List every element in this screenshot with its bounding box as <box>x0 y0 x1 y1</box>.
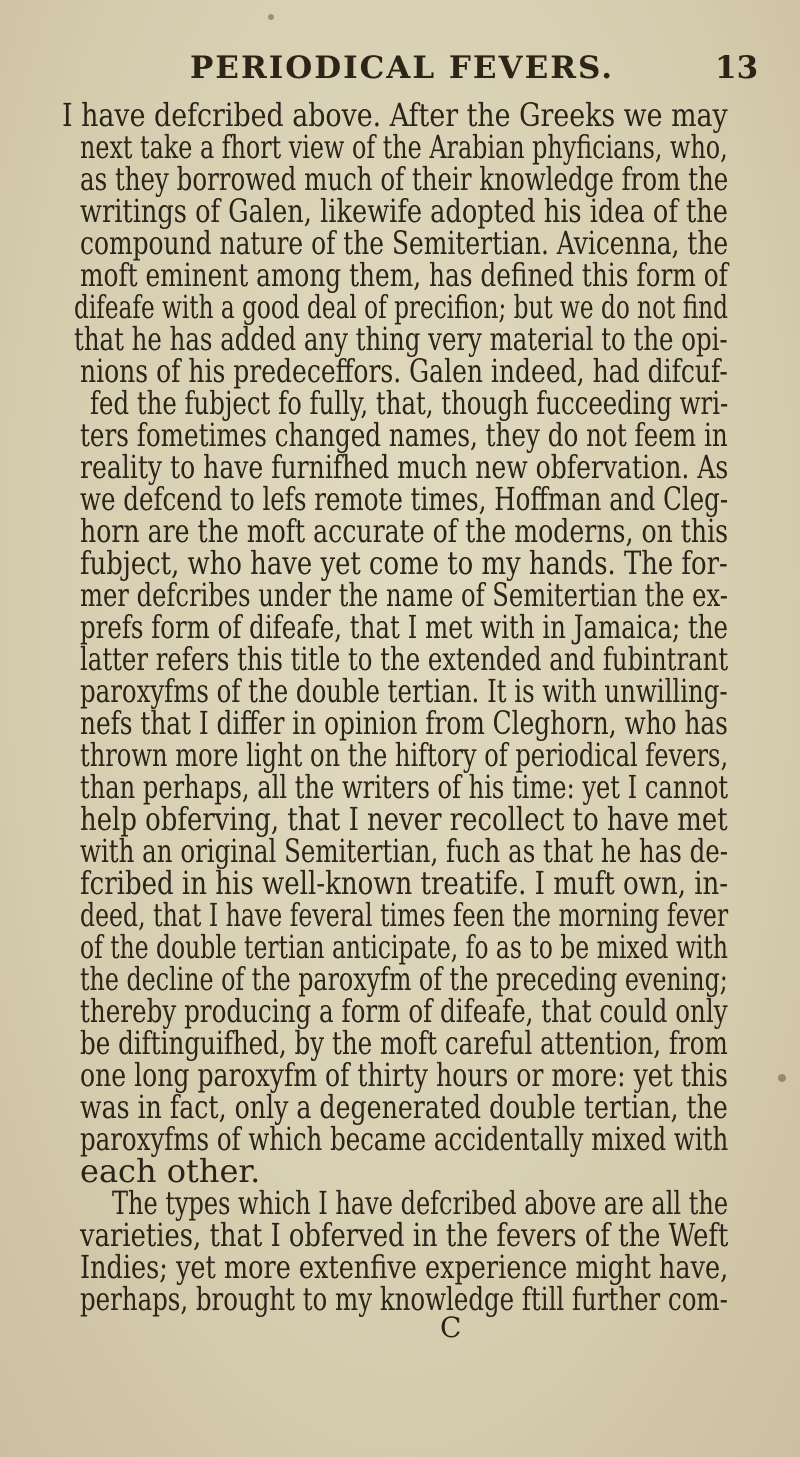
text-line: perhaps, brought to my knowledge ftill further com- <box>80 1280 728 1318</box>
text-line: fcribed in his well-known treatife. I muft own, in- <box>80 864 729 902</box>
text-line: thrown more light on the hiftory of periodical fevers, <box>80 736 729 774</box>
page-number: 13 <box>715 50 759 86</box>
text-line: was in fact, only a degenerated double tertian, the <box>80 1088 728 1126</box>
text-line: moft eminent among them, has defined this form of <box>80 256 728 294</box>
text-line: writings of Galen, likewife adopted his idea of the <box>80 192 728 230</box>
text-line: that he has added any thing very material to the opi- <box>74 320 728 358</box>
text-line: varieties, that I obferved in the fevers of the Weft <box>80 1216 729 1254</box>
text-line: thereby producing a form of difeafe, that could only <box>80 992 728 1030</box>
text-line: horn are the moft accurate of the moderns, on this <box>80 512 729 550</box>
text-line: next take a fhort view of the Arabian phyficians, who, <box>80 128 728 166</box>
text-line: nions of his predeceffors. Galen indeed, had difcuf- <box>80 352 728 390</box>
ink-speck <box>268 14 274 20</box>
text-line: paroxyfms of which became accidentally mixed with <box>80 1120 729 1158</box>
text-line: ters fometimes changed names, they do not feem in <box>80 416 728 454</box>
text-line: fed the fubject fo fully, that, though fucceeding wri- <box>90 384 729 422</box>
text-line: be diftinguifhed, by the moft careful attention, from <box>80 1024 728 1062</box>
text-line: reality to have furnifhed much new obfervation. As <box>80 448 729 486</box>
page-header <box>0 50 800 90</box>
text-line: help obferving, that I never recollect to have met <box>80 800 728 838</box>
text-line: I have defcribed above. After the Greeks we may <box>62 96 728 134</box>
text-line: paroxyfms of the double tertian. It is with unwilling- <box>80 672 728 710</box>
text-line: prefs form of difeafe, that I met with in Jamaica; the <box>80 608 729 646</box>
text-line: The types which I have defcribed above are all the <box>112 1184 729 1222</box>
text-line: nefs that I differ in opinion from Cleghorn, who has <box>80 704 728 742</box>
text-line: of the double tertian anticipate, fo as to be mixed with <box>80 928 728 966</box>
text-line: with an original Semitertian, fuch as that he has de- <box>80 832 729 870</box>
text-line: each other. <box>80 1152 261 1190</box>
text-line: Indies; yet more extenfive experience might have, <box>80 1248 729 1286</box>
text-line: the decline of the paroxyfm of the preceding evening; <box>80 960 728 998</box>
text-line: as they borrowed much of their knowledge from the <box>80 160 729 198</box>
text-line: difeafe with a good deal of precifion; but we do not find <box>74 288 728 326</box>
signature-mark: C <box>440 1311 462 1344</box>
text-line: latter refers this title to the extended and fubintrant <box>80 640 729 678</box>
text-line: mer defcribes under the name of Semitertian the ex- <box>80 576 728 614</box>
text-line: deed, that I have feveral times feen the morning fever <box>80 896 729 934</box>
text-line: one long paroxyfm of thirty hours or more: yet this <box>80 1056 728 1094</box>
ink-speck <box>778 1074 786 1082</box>
text-line: fubject, who have yet come to my hands. The for- <box>80 544 728 582</box>
text-line: we defcend to lefs remote times, Hoffman and Cleg- <box>80 480 729 518</box>
text-line: compound nature of the Semitertian. Avicenna, the <box>80 224 729 262</box>
text-line: than perhaps, all the writers of his time: yet I cannot <box>80 768 729 806</box>
running-head: PERIODICAL FEVERS. <box>190 50 615 86</box>
